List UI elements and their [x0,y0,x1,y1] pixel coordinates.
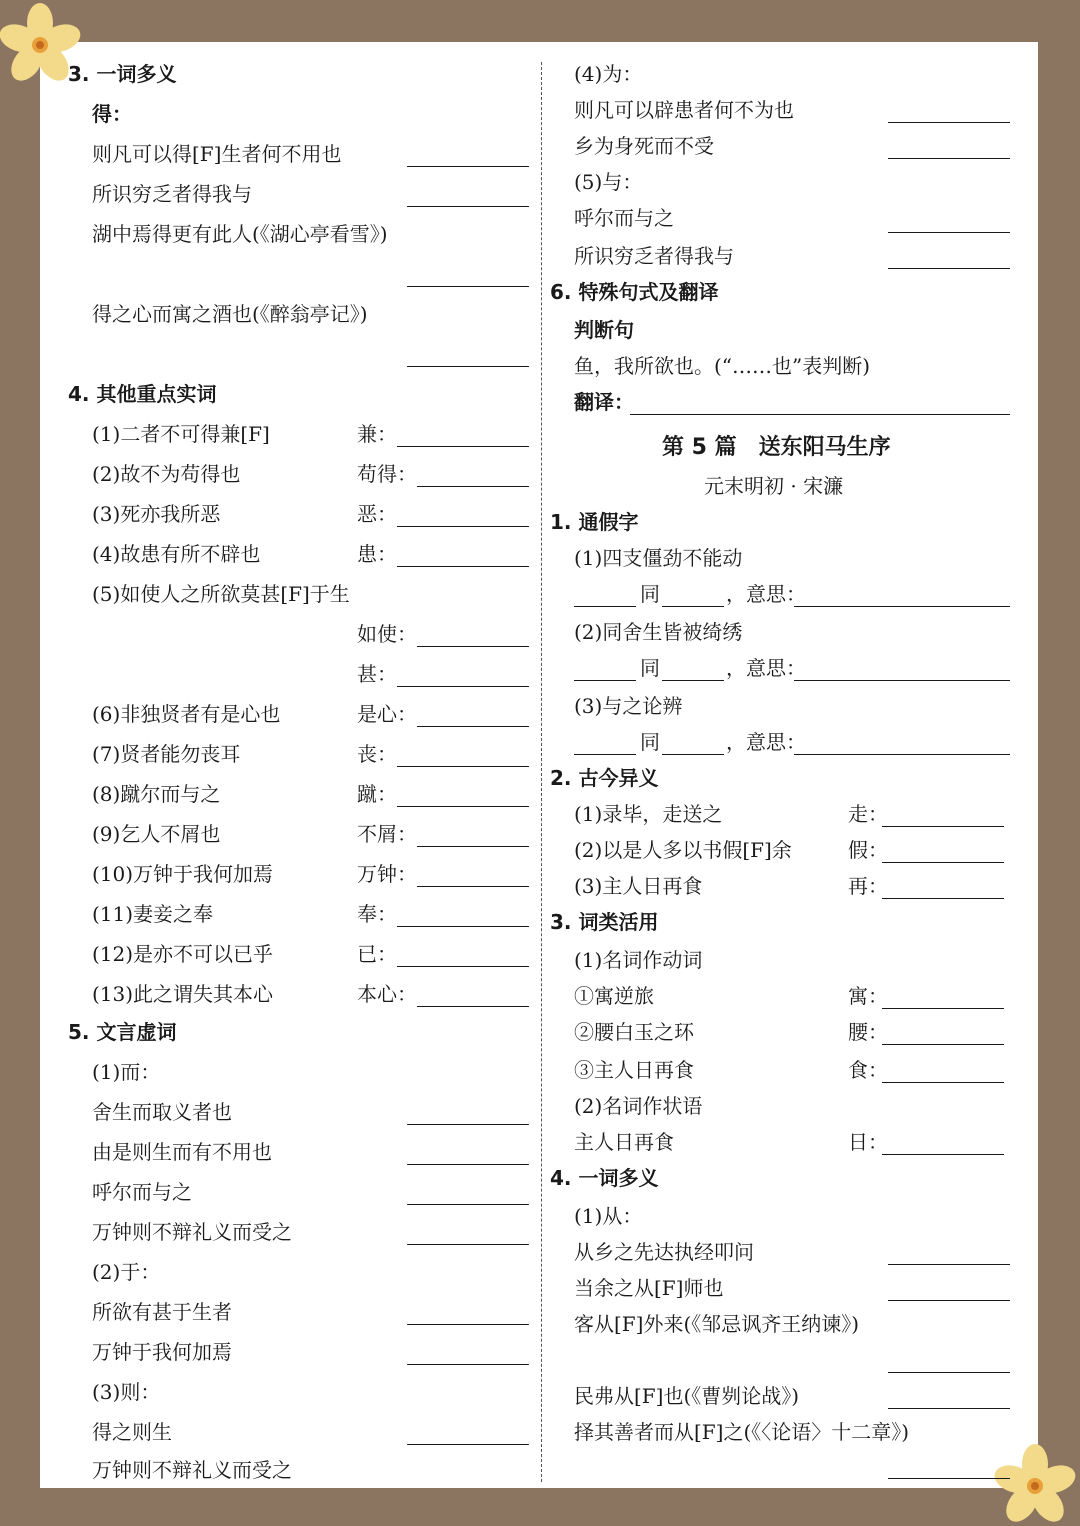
keyword-label: 苟得： [357,462,417,486]
blank-line[interactable] [662,680,724,681]
section-title: 2. 古今异义 [550,766,659,790]
answer-line[interactable] [407,1364,529,1365]
question-text: (3)死亦我所恶 [92,502,221,526]
answer-line[interactable] [888,232,1010,233]
keyword-label: 如使： [357,622,417,646]
sub-label: (2)名词作状语 [574,1094,703,1118]
answer-line[interactable] [882,1008,1004,1009]
question-text: (11)妻妾之奉 [92,902,214,926]
blank-line[interactable] [574,606,636,607]
tong-label: 同 [640,656,660,680]
answer-line[interactable] [888,268,1010,269]
keyword-label: 本心： [357,982,417,1006]
keyword-label: 假： [848,838,888,862]
translation-line[interactable] [630,414,1010,415]
answer-line[interactable] [397,526,529,527]
answer-line[interactable] [888,122,1010,123]
keyword-label: 蹴： [357,782,397,806]
column-divider [541,62,542,1482]
keyword-label: 是心： [357,702,417,726]
answer-line[interactable] [794,606,1010,607]
keyword-label: 万钟： [357,862,417,886]
question-text: (6)非独贤者有是心也 [92,702,281,726]
question-text: 则凡可以辟患者何不为也 [574,98,794,122]
answer-line[interactable] [882,826,1004,827]
keyword-label: 甚： [357,662,397,686]
answer-line[interactable] [882,1044,1004,1045]
answer-line[interactable] [407,1244,529,1245]
answer-line[interactable] [417,646,529,647]
keyword-label: 腰： [848,1020,888,1044]
answer-line[interactable] [888,1408,1010,1409]
keyword-label: 奉： [357,902,397,926]
answer-line[interactable] [397,926,529,927]
meaning-label: ，意思： [726,582,806,606]
question-text: 得之则生 [92,1420,172,1444]
answer-line[interactable] [794,754,1010,755]
answer-line[interactable] [397,686,529,687]
answer-line[interactable] [888,1372,1010,1373]
question-text: 得之心而寓之酒也(《醉翁亭记》) [92,302,368,326]
answer-line[interactable] [397,806,529,807]
keyword-label: 不屑： [357,822,417,846]
answer-line[interactable] [397,446,529,447]
question-text: 所识穷乏者得我与 [92,182,252,206]
question-text: 万钟于我何加焉 [92,1340,232,1364]
author-line: 元末明初 · 宋濂 [704,474,844,498]
question-text: 呼尔而与之 [92,1180,192,1204]
translation-label: 翻译： [574,390,634,414]
section-title: 4. 其他重点实词 [68,382,217,406]
sub-label: 判断句 [574,318,634,342]
blank-line[interactable] [574,680,636,681]
question-text: (1)录毕，走送之 [574,802,723,826]
question-text: 舍生而取义者也 [92,1100,232,1124]
chapter-title: 第 5 篇 送东阳马生序 [662,435,891,460]
section-title: 3. 一词多义 [68,62,177,86]
question-text: 呼尔而与之 [574,206,674,230]
question-text: 当余之从[F]师也 [574,1276,724,1300]
answer-line[interactable] [417,726,529,727]
answer-line[interactable] [407,1444,529,1445]
blank-line[interactable] [662,754,724,755]
keyword-label: 走： [848,802,888,826]
answer-line[interactable] [407,166,529,167]
blank-line[interactable] [662,606,724,607]
tong-label: 同 [640,582,660,606]
answer-line[interactable] [417,886,529,887]
question-text: 所欲有甚于生者 [92,1300,232,1324]
keyword-label: 丧： [357,742,397,766]
blank-line[interactable] [574,754,636,755]
keyword-label: 再： [848,874,888,898]
question-text: (5)如使人之所欲莫甚[F]于生 [92,582,350,606]
section-title: 6. 特殊句式及翻译 [550,280,719,304]
answer-line[interactable] [888,1300,1010,1301]
answer-line[interactable] [417,1006,529,1007]
keyword-label: 已： [357,942,397,966]
answer-line[interactable] [882,898,1004,899]
question-text: ①寓逆旅 [574,984,654,1008]
question-text: 鱼，我所欲也。(“……也”表判断) [574,354,871,378]
keyword-label: 日： [848,1130,888,1154]
question-text: 从乡之先达执经叩问 [574,1240,754,1264]
question-text: 由是则生而有不用也 [92,1140,272,1164]
question-text: ②腰白玉之环 [574,1020,694,1044]
question-text: 所识穷乏者得我与 [574,244,734,268]
answer-line[interactable] [882,862,1004,863]
answer-line[interactable] [407,366,529,367]
section-title: 4. 一词多义 [550,1166,659,1190]
answer-line[interactable] [882,1082,1004,1083]
question-text: (4)故患有所不辟也 [92,542,261,566]
sub-label: (1)名词作动词 [574,948,703,972]
answer-line[interactable] [888,1264,1010,1265]
sub-label: (4)为： [574,62,643,86]
question-text: (2)以是人多以书假[F]余 [574,838,792,862]
answer-line[interactable] [407,1124,529,1125]
answer-line[interactable] [407,286,529,287]
answer-line[interactable] [407,1164,529,1165]
question-text: (3)主人日再食 [574,874,703,898]
question-text: (2)故不为苟得也 [92,462,241,486]
sub-label: (2)于： [92,1260,161,1284]
answer-line[interactable] [397,966,529,967]
question-text: 则凡可以得[F]生者何不用也 [92,142,342,166]
question-text: (10)万钟于我何加焉 [92,862,274,886]
question-text: (7)贤者能勿丧耳 [92,742,241,766]
sub-label: (3)则： [92,1380,161,1404]
section-title: 3. 词类活用 [550,910,659,934]
answer-line[interactable] [794,680,1010,681]
answer-line[interactable] [417,486,529,487]
question-text: 乡为身死而不受 [574,134,714,158]
question-text: (3)与之论辨 [574,694,683,718]
question-text: 择其善者而从[F]之(《〈论语〉十二章》) [574,1420,910,1444]
keyword-label: 恶： [357,502,397,526]
keyword-label: 寓： [848,984,888,1008]
meaning-label: ，意思： [726,656,806,680]
section-title: 5. 文言虚词 [68,1020,177,1044]
question-text: (13)此之谓失其本心 [92,982,274,1006]
answer-line[interactable] [888,158,1010,159]
answer-line[interactable] [407,206,529,207]
question-text: (1)四支僵劲不能动 [574,546,743,570]
question-text: 万钟则不辩礼义而受之 [92,1220,292,1244]
question-text: (1)二者不可得兼[F] [92,422,270,446]
question-text: (2)同舍生皆被绮绣 [574,620,743,644]
answer-line[interactable] [407,1324,529,1325]
answer-line[interactable] [882,1154,1004,1155]
question-text: 主人日再食 [574,1130,674,1154]
question-text: (12)是亦不可以已乎 [92,942,274,966]
tong-label: 同 [640,730,660,754]
section-title: 1. 通假字 [550,510,639,534]
keyword-label: 食： [848,1058,888,1082]
answer-line[interactable] [397,766,529,767]
meaning-label: ，意思： [726,730,806,754]
question-text: (9)乞人不屑也 [92,822,221,846]
sub-label: 得： [92,102,132,126]
question-text: (8)蹴尔而与之 [92,782,221,806]
flower-icon [990,1436,1080,1526]
question-text: 湖中焉得更有此人(《湖心亭看雪》) [92,222,388,246]
sub-label: (1)而： [92,1060,161,1084]
answer-line[interactable] [407,1204,529,1205]
sub-label: (1)从： [574,1204,643,1228]
answer-line[interactable] [888,1478,1010,1479]
keyword-label: 患： [357,542,397,566]
question-text: 客从[F]外来(《邹忌讽齐王纳谏》) [574,1312,860,1336]
question-text: 民弗从[F]也(《曹刿论战》) [574,1384,800,1408]
sub-label: (5)与： [574,170,643,194]
keyword-label: 兼： [357,422,397,446]
question-text: ③主人日再食 [574,1058,694,1082]
answer-line[interactable] [397,566,529,567]
question-text: 万钟则不辩礼义而受之 [92,1458,292,1482]
answer-line[interactable] [417,846,529,847]
